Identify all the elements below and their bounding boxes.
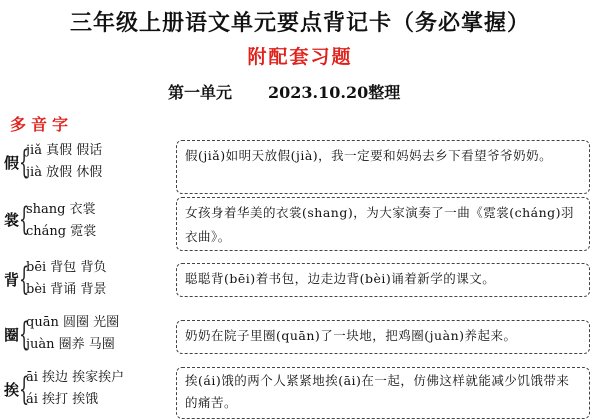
readings-list: [26, 140, 102, 184]
readings-list: [26, 312, 119, 356]
reading-line: shang 衣裳: [26, 202, 96, 217]
brace-icon: {: [19, 315, 30, 353]
reading-line: quān 圆圈 光圈: [26, 315, 120, 330]
polyphone-character: 背: [4, 271, 20, 289]
reading-line: āi 挨边 挨家挨户: [26, 370, 125, 385]
section-heading: 多音字: [10, 115, 74, 134]
reading-line: jià 放假 休假: [26, 165, 103, 180]
document-subtitle: 附配套习题: [247, 46, 353, 68]
unit-line: [168, 80, 400, 103]
unit-label: 第一单元: [168, 83, 233, 102]
example-sentence-box: 挨(ái)饿的两个人紧紧地挨(āi)在一起，仿佛这样就能减少饥饿带来的痛苦。: [176, 367, 590, 419]
brace-icon: {: [19, 370, 30, 408]
example-sentence-box: 聪聪背(bēi)着书包，边走边背(bèi)诵着新学的课文。: [176, 263, 590, 297]
reading-line: ái 挨打 挨饿: [26, 392, 99, 407]
example-sentence-box: 奶奶在院子里圈(quān)了一块地，把鸡圈(juàn)养起来。: [176, 320, 590, 354]
polyphone-character: 裳: [4, 211, 20, 229]
readings-list: [26, 367, 124, 411]
polyphone-character: 圈: [4, 326, 20, 344]
brace-icon: {: [19, 260, 30, 298]
reading-line: bēi 背包 背负: [26, 260, 107, 275]
date-label: 2023.10.20整理: [268, 83, 401, 102]
brace-icon: {: [19, 143, 30, 181]
example-sentence-box: 女孩身着华美的衣裳(shang)，为大家演奏了一曲《霓裳(cháng)羽衣曲》。: [176, 197, 590, 251]
reading-line: cháng 霓裳: [26, 224, 97, 239]
polyphone-character: 挨: [4, 381, 20, 399]
reading-line: jiǎ 真假 假话: [26, 143, 103, 158]
polyphone-character: 假: [4, 154, 20, 172]
reading-line: juàn 圈养 马圈: [26, 337, 115, 352]
example-sentence-box: 假(jiǎ)如明天放假(jià)，我一定要和妈妈去乡下看望爷爷奶奶。: [176, 140, 590, 194]
reading-line: bèi 背诵 背景: [26, 282, 107, 297]
brace-icon: {: [19, 200, 30, 238]
document-title: 三年级上册语文单元要点背记卡（务必掌握）: [69, 10, 530, 36]
readings-list: [26, 257, 106, 301]
readings-list: [26, 199, 96, 243]
